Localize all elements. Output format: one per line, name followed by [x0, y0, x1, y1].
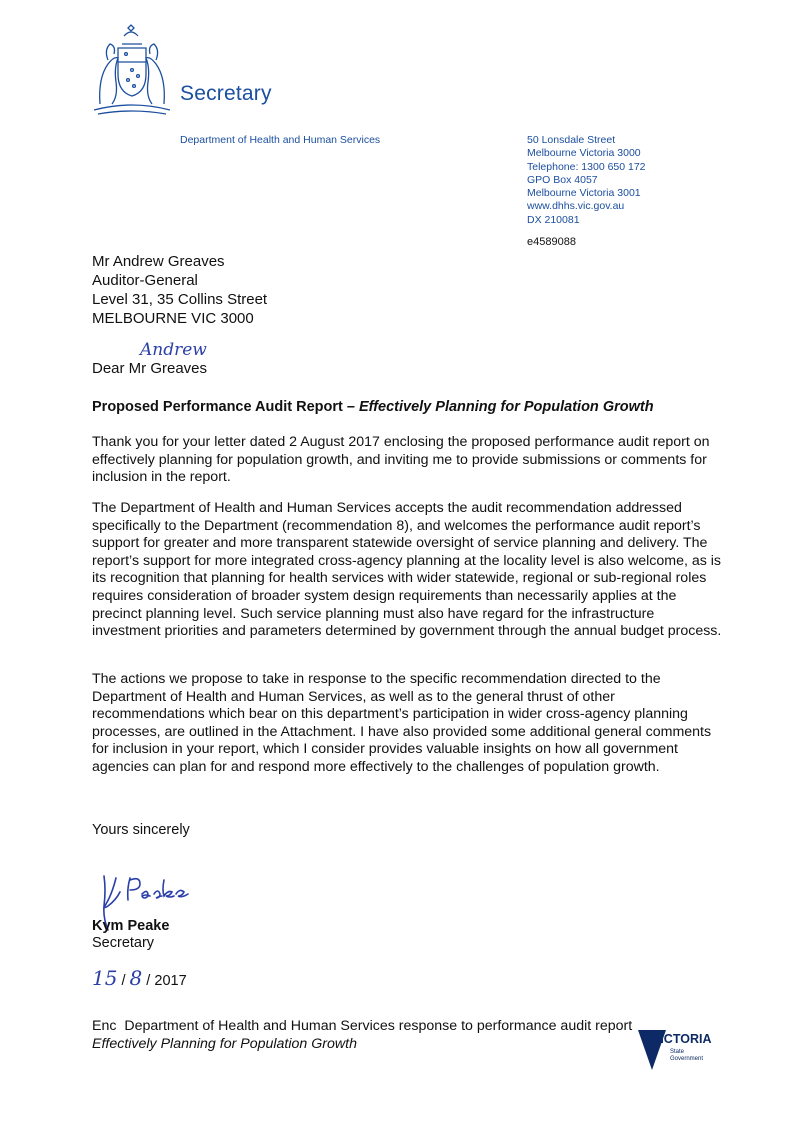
handwritten-first-name: Andrew: [140, 340, 207, 360]
subject-prefix: Proposed Performance Audit Report –: [92, 399, 359, 415]
signatory-title: Secretary: [92, 935, 155, 951]
recipient-line: Auditor-General: [92, 272, 198, 289]
date-separator: /: [142, 973, 155, 989]
reference-number: e4589088: [527, 236, 576, 248]
date-day: 15: [92, 966, 118, 990]
body-paragraph: Thank you for your letter dated 2 August 2017 enclosing the proposed performance audit report on effectively planning for population growth, and inviting me to provide submissions or comments for inclusion in the report.: [92, 434, 710, 486]
logo-wordmark: VICTORIA: [652, 1032, 712, 1046]
department-address: [527, 134, 646, 227]
coat-of-arms-icon: [88, 24, 176, 116]
victoria-government-logo: [638, 1028, 716, 1072]
address-line: Melbourne Victoria 3000: [527, 147, 641, 160]
date-month: 8: [129, 966, 143, 990]
address-line: DX 210081: [527, 213, 580, 226]
body-paragraph: The actions we propose to take in response to the specific recommendation directed to the Department of Health and Human Services, as well as to the general thrust of other recommendations which bear on this department’s participation in wider cross-agency planning processes, are outlined in the Attachment. I have also provided some additional general comments for inclusion in your report, which I consider provides valuable insights on how all government agencies can plan for and respond more effectively to the challenges of population growth.: [92, 671, 712, 775]
salutation: Dear Mr Greaves: [92, 360, 208, 377]
enclosure-label: Enc: [92, 1018, 117, 1034]
department-name: Department of Health and Human Services: [180, 134, 381, 146]
subject-line: [92, 399, 654, 415]
subject-report-title: Effectively Planning for Population Growth: [358, 399, 654, 415]
enclosure-description: Department of Health and Human Services response to performance audit report: [124, 1018, 633, 1034]
signatory-name: Kym Peake: [92, 918, 170, 934]
date-year: 2017: [154, 973, 187, 989]
logo-subtext: Government: [670, 1056, 704, 1062]
address-line: Telephone: 1300 650 172: [527, 160, 646, 173]
address-line: 50 Lonsdale Street: [527, 134, 616, 146]
closing: Yours sincerely: [92, 822, 190, 838]
logo-subtext: State: [670, 1049, 685, 1055]
recipient-line: MELBOURNE VIC 3000: [92, 310, 254, 327]
address-line: Melbourne Victoria 3001: [527, 187, 641, 200]
enclosure-note: [92, 1017, 632, 1053]
recipient-block: [92, 252, 267, 328]
recipient-line: Mr Andrew Greaves: [92, 253, 225, 270]
address-line: GPO Box 4057: [527, 173, 598, 186]
recipient-line: Level 31, 35 Collins Street: [92, 291, 268, 308]
signature-date: [92, 966, 187, 992]
letterhead-title: Secretary: [180, 82, 272, 105]
address-line: www.dhhs.vic.gov.au: [527, 200, 625, 213]
date-separator: /: [117, 973, 130, 989]
body-paragraph: The Department of Health and Human Services accepts the audit recommendation addressed specifically to the Department (recommendation 8), and welcomes the performance audit report’s support for greater and more transparent statewide oversight of service planning and delivery. The report’s support for more integrated cross-agency planning at the locality level is also welcome, as is its recognition that planning for health services with wider statewide, regional or sub-regional roles requires consideration of broader system design requirements than necessarily applies at the precinct planning level. Such service planning must also have regard for the infrastructure investment priorities and parameters determined by government through the annual budget process.: [92, 500, 722, 640]
enclosure-report-title: Effectively Planning for Population Growth: [92, 1036, 357, 1052]
